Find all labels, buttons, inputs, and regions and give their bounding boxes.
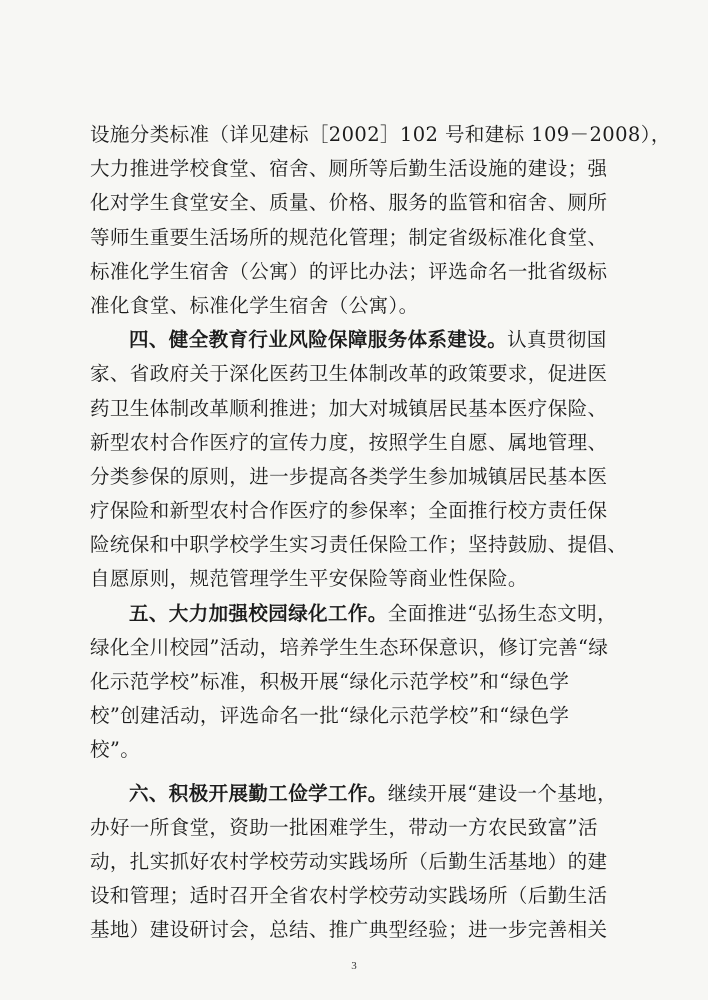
section-heading: 四、健全教育行业风险保障服务体系建设。: [129, 328, 508, 352]
text-line: 校”。: [90, 738, 141, 762]
text-line: 化示范学校”标准，积极开展“绿化示范学校”和“绿色学: [90, 670, 570, 693]
document-body: [90, 118, 671, 948]
text-run: 认真贯彻国: [507, 328, 607, 352]
text-line: 绿化全川校园”活动，培养学生生态环保意识，修订完善“绿: [90, 635, 609, 659]
text-run: 全面推进“弘扬生态文明，: [387, 601, 617, 625]
paragraph-campus-greening: [90, 597, 617, 768]
text-line: [90, 323, 610, 357]
text-line: 化对学生食堂安全、质量、价格、服务的监管和宿舍、厕所: [90, 191, 608, 215]
section-heading: 六、积极开展勤工俭学工作。: [129, 781, 388, 805]
text-line: 新型农村合作医疗的宣传力度，按照学生自愿、属地管理、: [90, 430, 608, 454]
text-line: 基地）建设研讨会，总结、推广典型经验；进一步完善相关: [90, 918, 608, 942]
text-line: [90, 597, 617, 631]
text-line: 校”创建活动，评选命名一批“绿化示范学校”和“绿色学: [90, 704, 570, 728]
paragraph-risk-protection: [90, 323, 628, 597]
text-line: [90, 777, 617, 811]
text-line: 药卫生体制改革顺利推进；加大对城镇居民基本医疗保险、: [90, 396, 608, 420]
text-line: 家、省政府关于深化医药卫生体制改革的政策要求，促进医: [90, 362, 608, 386]
text-line: 动，扎实抓好农村学校劳动实践场所（后勤生活基地）的建: [90, 849, 608, 873]
text-line: 准化食堂、标准化学生宿舍（公寓）。: [90, 293, 419, 317]
paragraph-work-study: [90, 777, 617, 948]
text-line: 设施分类标准（详见建标［2002］102 号和建标 109－2008），: [90, 123, 671, 146]
text-line: 自愿原则，规范管理学生平安保险等商业性保险。: [90, 567, 528, 591]
section-heading: 五、大力加强校园绿化工作。: [129, 601, 388, 625]
paragraph-facilities-standards: [90, 118, 671, 323]
text-line: 标准化学生宿舍（公寓）的评比办法；评选命名一批省级标: [90, 259, 608, 283]
text-line: 险统保和中职学校学生实习责任保险工作；坚持鼓励、提倡、: [90, 533, 628, 557]
text-line: 办好一所食堂，资助一批困难学生，带动一方农民致富”活: [90, 815, 598, 839]
text-line: 设和管理；适时召开全省农村学校劳动实践场所（后勤生活: [90, 884, 608, 908]
text-run: 继续开展“建设一个基地，: [387, 781, 617, 805]
text-line: 分类参保的原则，进一步提高各类学生参加城镇居民基本医: [90, 464, 608, 488]
text-line: 大力推进学校食堂、宿舍、厕所等后勤生活设施的建设；强: [90, 157, 608, 181]
page-number: 3: [351, 960, 357, 972]
paragraph-spacer: [90, 768, 610, 777]
text-line: 疗保险和新型农村合作医疗的参保率；全面推行校方责任保: [90, 499, 608, 523]
text-line: 等师生重要生活场所的规范化管理；制定省级标准化食堂、: [90, 225, 608, 249]
